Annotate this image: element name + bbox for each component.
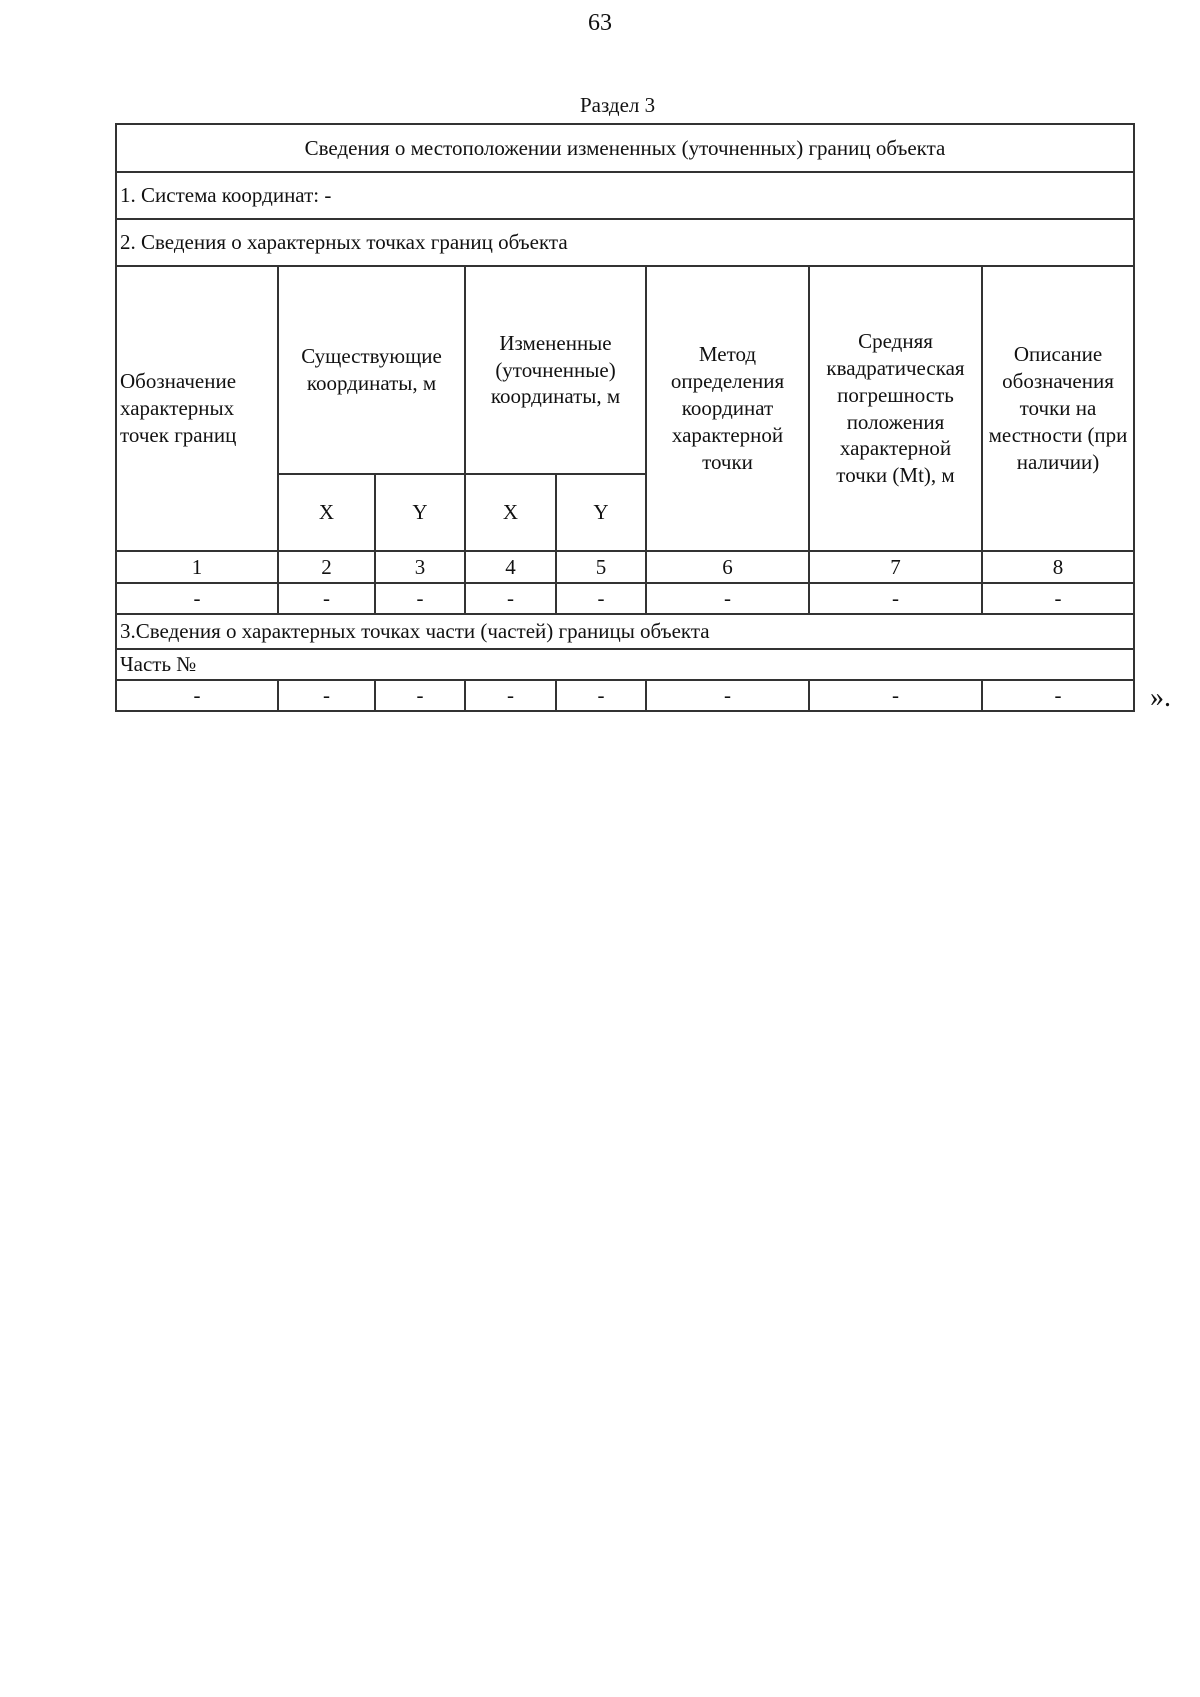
table-cell: - [465,680,556,711]
coordinate-system-row: 1. Система координат: - [116,172,1134,219]
table-cell: - [646,680,809,711]
section-label: Раздел 3 [580,93,656,117]
table-cell: - [646,583,809,614]
table-cell: - [556,583,646,614]
part-number-row: Часть № [116,649,1134,680]
header-y-changed: Y [556,474,646,551]
table-cell: - [116,680,278,711]
header-x-existing: X [278,474,375,551]
header-description: Описание обозначения точки на местности (при наличии) [982,266,1134,551]
table-cell: - [982,583,1134,614]
points-heading-row: 2. Сведения о характерных точках границ объекта [116,219,1134,266]
column-numbers-row [116,551,1134,583]
header-x-changed: X [465,474,556,551]
column-number: 6 [646,551,809,583]
header-error: Средняя квадратическая погрешность положения характерной точки (Mt), м [809,266,982,551]
table-title: Сведения о местоположении измененных (уточненных) границ объекта [116,124,1134,172]
header-existing-coords: Существующие координаты, м [278,266,465,474]
header-method: Метод определения координат характерной точки [646,266,809,551]
table-row [116,680,1134,711]
table-cell: - [375,680,465,711]
column-number: 3 [375,551,465,583]
column-number: 8 [982,551,1134,583]
page-number: 63 [588,10,612,36]
header-designation: Обозначение характерных точек границ [116,266,278,551]
column-number: 2 [278,551,375,583]
column-number: 4 [465,551,556,583]
table-row [116,583,1134,614]
table-cell: - [375,583,465,614]
table-cell: - [278,680,375,711]
table-cell: - [809,583,982,614]
table-cell: - [556,680,646,711]
column-number: 1 [116,551,278,583]
closing-quote: ». [1150,682,1171,713]
column-number: 5 [556,551,646,583]
parts-heading-row: 3.Сведения о характерных точках части (частей) границы объекта [116,614,1134,649]
header-y-existing: Y [375,474,465,551]
table-cell: - [116,583,278,614]
table-cell: - [278,583,375,614]
column-number: 7 [809,551,982,583]
table-cell: - [809,680,982,711]
boundary-table [115,123,1135,712]
header-changed-coords: Измененные (уточненные) координаты, м [465,266,646,474]
table-cell: - [982,680,1134,711]
table-cell: - [465,583,556,614]
